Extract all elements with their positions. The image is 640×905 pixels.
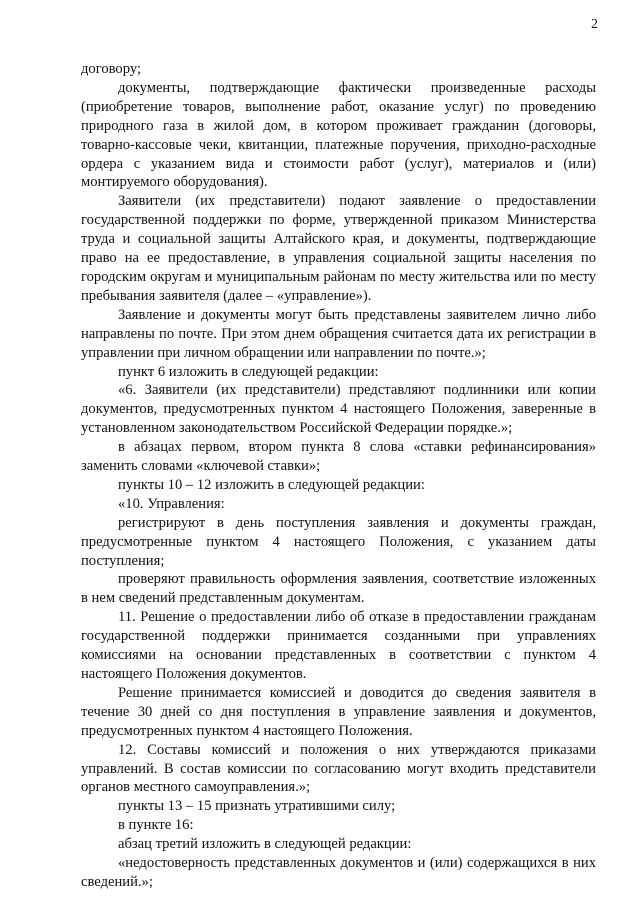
- paragraph-13: Решение принимается комиссией и доводится до сведения заявителя в течение 30 дней со дня поступления в управление заявления и документов, предусмотренных пунктом 4 настоящего Положения.: [81, 684, 596, 739]
- paragraph-6: «6. Заявители (их представители) представляют подлинники или копии документов, предусмотренных пунктом 4 настоящего Положения, заверенные в установленном законодательством Российской Федерации порядке.»;: [81, 382, 596, 437]
- paragraph-7: в абзацах первом, втором пункта 8 слова «ставки рефинансирования» заменить словами «ключевой ставки»;: [81, 439, 596, 475]
- paragraph-16: в пункте 16:: [118, 817, 194, 834]
- paragraph-1: договору;: [81, 61, 141, 77]
- paragraph-10: регистрируют в день поступления заявления и документы граждан, предусмотренные пунктом 4 настоящего Положения, с указанием даты поступления;: [81, 514, 596, 569]
- paragraph-4: Заявление и документы могут быть представлены заявителем лично либо направлены по почте. При этом днем обращения считается дата их регистрации в управлении при личном обращении или направлении по почте.»;: [81, 306, 596, 361]
- paragraph-17: абзац третий изложить в следующей редакции:: [118, 836, 412, 853]
- paragraph-14: 12. Составы комиссий и положения о них утверждаются приказами управлений. В состав комиссии по согласованию могут входить представители органов местного самоуправления.»;: [81, 741, 596, 796]
- paragraph-3: Заявители (их представители) подают заявление о предоставлении государственной поддержки по форме, утвержденной приказом Министерства труда и социальной защиты Алтайского края, и документы, подтверждающие право на ее предоставление, в управления социальной защиты населения по городским округам и муниципальным районам по месту жительства или по месту пребывания заявителя (далее – «управление»).: [81, 193, 596, 304]
- paragraph-5: пункт 6 изложить в следующей редакции:: [118, 363, 379, 380]
- document-body: [81, 60, 596, 892]
- paragraph-2: документы, подтверждающие фактически произведенные расходы (приобретение товаров, выполнение работ, оказание услуг) по проведению природного газа в жилой дом, в котором проживает гражданин (договоры, товарно-кассовые чеки, квитанции, платежные поручения, приходно-расходные ордера с указанием вида и стоимости работ (услуг), материалов и (или) монтируемого оборудования).: [81, 79, 596, 191]
- page-number: 2: [591, 17, 598, 32]
- paragraph-11: проверяют правильность оформления заявления, соответствие изложенных в нем сведений представленным документам.: [81, 571, 596, 607]
- paragraph-8: пункты 10 – 12 изложить в следующей редакции:: [118, 476, 425, 493]
- paragraph-15: пункты 13 – 15 признать утратившими силу;: [118, 798, 396, 815]
- paragraph-12: 11. Решение о предоставлении либо об отказе в предоставлении гражданам государственной поддержки принимается созданными при управлениях комиссиями на основании представленных в соответствии с пунктом 4 настоящего Положения документов.: [81, 609, 596, 682]
- paragraph-18: «недостоверность представленных документов и (или) содержащихся в них сведений.»;: [81, 855, 596, 890]
- paragraph-9: «10. Управления:: [118, 495, 225, 512]
